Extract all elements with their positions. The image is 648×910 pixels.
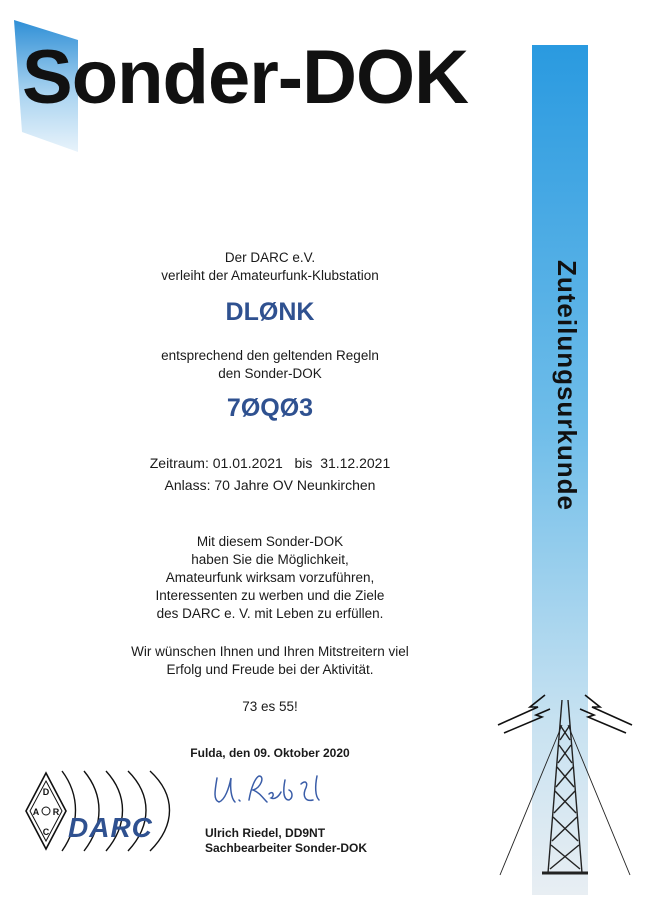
- handwritten-signature: [205, 770, 335, 810]
- occasion-label: Anlass:: [164, 477, 211, 493]
- rule-line-1: entsprechend den geltenden Regeln: [161, 348, 379, 363]
- place-date: Fulda, den 09. Oktober 2020: [190, 746, 350, 760]
- period-from: 01.01.2021: [212, 455, 283, 471]
- seal-letter-c: C: [42, 827, 50, 837]
- signer-block: [205, 826, 367, 856]
- station-callsign: DLØNK: [225, 298, 315, 326]
- period-to: 31.12.2021: [320, 455, 391, 471]
- paragraph-2-line: Wir wünschen Ihnen und Ihren Mitstreitern viel: [131, 644, 409, 659]
- issuer-line-1: Der DARC e.V.: [224, 250, 316, 265]
- period-to-label: bis: [294, 455, 313, 471]
- seal-letter-d: D: [42, 787, 50, 797]
- logo-title: Sonder-DOK: [22, 35, 468, 120]
- dok-code: 7ØQØ3: [226, 394, 314, 422]
- paragraph-1-line: Amateurfunk wirksam vorzuführen,: [165, 570, 375, 585]
- paragraph-1-line: Mit diesem Sonder-DOK: [196, 534, 344, 549]
- paragraph-2: [70, 643, 470, 679]
- paragraph-1-line: Interessenten zu werben und die Ziele: [155, 588, 385, 603]
- paragraph-1: [70, 533, 470, 623]
- occasion-row: [70, 474, 470, 496]
- radio-tower-icon: [490, 685, 640, 880]
- rule-line-2: den Sonder-DOK: [218, 366, 322, 381]
- period-row: [70, 452, 470, 474]
- paragraph-1-line: des DARC e. V. mit Leben zu erfüllen.: [156, 606, 384, 621]
- seal-letter-r: R: [52, 807, 60, 817]
- issuer-line-2: verleiht der Amateurfunk-Klubstation: [161, 268, 379, 283]
- paragraph-1-line: haben Sie die Möglichkeit,: [191, 552, 349, 567]
- signer-role: Sachbearbeiter Sonder-DOK: [205, 841, 368, 855]
- paragraph-2-line: Erfolg und Freude bei der Aktivität.: [166, 662, 374, 677]
- side-bar-title: Zuteilungsurkunde: [552, 260, 582, 511]
- period-label: Zeitraum:: [149, 455, 209, 471]
- darc-logo-text: DARC: [68, 812, 153, 843]
- signer-name: Ulrich Riedel, DD9NT: [205, 826, 326, 840]
- closing-greeting: 73 es 55!: [242, 699, 298, 714]
- occasion-text: 70 Jahre OV Neunkirchen: [214, 477, 376, 493]
- seal-letter-a: A: [32, 807, 40, 817]
